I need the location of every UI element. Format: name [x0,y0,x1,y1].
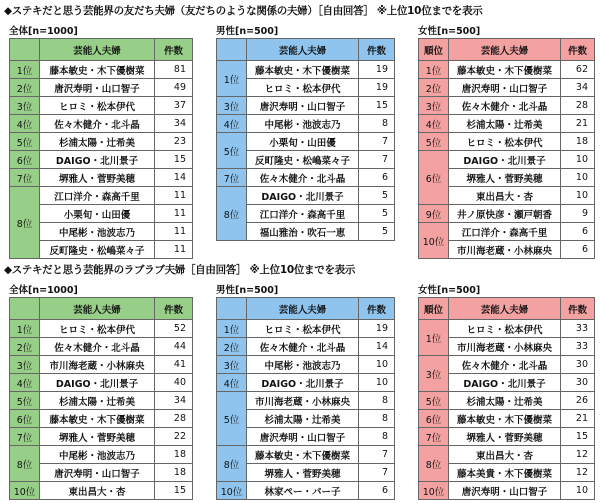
table-row [217,446,395,464]
table-row [217,133,395,151]
count-value: 28 [155,410,193,428]
count-value: 8 [359,410,395,428]
table-row [419,133,595,151]
count-value: 37 [155,97,193,115]
count-value: 62 [561,61,595,79]
section2-female-label: 女性[n=500] [418,285,481,296]
count-value: 7 [359,133,395,151]
couple-name: 藤本敏史・木下優樹菜 [247,61,359,79]
rank-cell: 5位 [217,133,247,169]
table-row [419,151,595,169]
couple-name: 藤本美貴・木下優樹菜 [449,464,561,482]
rank-cell: 10位 [419,482,449,500]
table-row [10,151,193,169]
rank-cell: 5位 [10,133,40,151]
rank-cell: 2位 [10,79,40,97]
couple-name: 中尾彬・池波志乃 [40,446,155,464]
count-value: 81 [155,61,193,79]
couple-name: 堺雅人・菅野美穂 [40,428,155,446]
couple-name: DAIGO・北川景子 [40,374,155,392]
couple-name: 佐々木健介・北斗晶 [40,338,155,356]
rank-cell: 2位 [10,338,40,356]
count-value: 10 [359,374,395,392]
count-value: 8 [359,115,395,133]
couple-name: 佐々木健介・北斗晶 [449,356,561,374]
couple-name: 藤本敏史・木下優樹菜 [40,61,155,79]
table-row [10,79,193,97]
section1-all-label: 全体[n=1000] [9,26,78,37]
table-row [10,187,193,205]
couple-name: 江口洋介・森高千里 [449,223,561,241]
couple-name: 堺雅人・菅野美穂 [40,169,155,187]
table-row [10,392,193,410]
section1-female-label: 女性[n=500] [418,26,481,37]
count-value: 6 [561,223,595,241]
table-row [10,320,193,338]
couple-name: 東出昌大・杏 [40,482,155,500]
table-row [419,446,595,464]
table-row [217,187,395,205]
rank-cell: 1位 [10,61,40,79]
rank-cell: 3位 [217,356,247,374]
rank-cell: 3位 [217,97,247,115]
table-row [10,428,193,446]
table-row [419,482,595,500]
couple-name: DAIGO・北川景子 [449,374,561,392]
couple-header: 芸能人夫婦 [247,39,359,61]
couple-name: 江口洋介・森高千里 [247,205,359,223]
couple-header: 芸能人夫婦 [449,298,561,320]
table-row [217,115,395,133]
count-value: 14 [155,169,193,187]
table-row [217,338,395,356]
couple-name: 佐々木健介・北斗晶 [449,97,561,115]
couple-name: 反町隆史・松嶋菜々子 [40,241,155,259]
count-value: 15 [155,151,193,169]
count-value: 18 [155,446,193,464]
couple-name: ヒロミ・松本伊代 [40,320,155,338]
count-value: 12 [561,446,595,464]
rank-cell: 8位 [10,446,40,482]
couple-name: 江口洋介・森高千里 [40,187,155,205]
count-value: 14 [359,338,395,356]
table-row [419,223,595,241]
couple-name: 小栗旬・山田優 [247,133,359,151]
rank-cell: 7位 [10,428,40,446]
rank-cell: 5位 [10,392,40,410]
section2-title: ◆ステキだと思う芸能界のラブラブ夫婦［自由回答］ ※上位10位までを表示 [4,264,356,276]
rank-cell: 2位 [217,338,247,356]
table-header-row [419,39,595,61]
table-header-row [217,298,395,320]
rank-cell: 4位 [10,115,40,133]
couple-name: 藤本敏史・木下優樹菜 [40,410,155,428]
count-value: 18 [561,133,595,151]
couple-name: 唐沢寿明・山口智子 [40,79,155,97]
couple-name: 反町隆史・松嶋菜々子 [247,151,359,169]
table-row [217,392,395,410]
count-value: 11 [155,241,193,259]
couple-header: 芸能人夫婦 [40,298,155,320]
couple-name: 唐沢寿明・山口智子 [449,482,561,500]
rank-cell: 6位 [10,151,40,169]
table-row [419,97,595,115]
count-value: 10 [561,482,595,500]
count-value: 9 [561,205,595,223]
count-value: 33 [561,338,595,356]
rank-cell: 3位 [10,356,40,374]
table-row [10,356,193,374]
count-value: 21 [561,410,595,428]
table-header-row [419,298,595,320]
count-value: 6 [359,169,395,187]
rank-cell: 4位 [217,115,247,133]
count-value: 7 [359,464,395,482]
rank-cell: 6位 [10,410,40,428]
rank-cell: 1位 [217,320,247,338]
rank-cell: 1位 [419,320,449,356]
table-row [217,374,395,392]
count-value: 11 [155,187,193,205]
table-row [419,410,595,428]
table-row [419,61,595,79]
couple-name: 市川海老蔵・小林麻央 [449,241,561,259]
couple-name: 東出昌大・杏 [449,187,561,205]
couple-name: 藤本敏史・木下優樹菜 [449,61,561,79]
couple-name: 堺雅人・菅野美穂 [449,428,561,446]
rank-cell: 10位 [419,223,449,259]
count-header: 件数 [359,298,395,320]
count-value: 11 [155,205,193,223]
table-row [419,392,595,410]
couple-name: ヒロミ・松本伊代 [247,320,359,338]
table-row [10,133,193,151]
table-row [217,169,395,187]
count-value: 41 [155,356,193,374]
rank-cell: 8位 [217,446,247,482]
couple-name: 藤本敏史・木下優樹菜 [449,410,561,428]
section1-female-table [418,38,595,259]
count-value: 5 [359,205,395,223]
rank-cell: 6位 [419,410,449,428]
count-value: 21 [561,115,595,133]
rank-header: 順位 [419,298,449,320]
couple-name: DAIGO・北川景子 [40,151,155,169]
couple-name: 唐沢寿明・山口智子 [449,79,561,97]
couple-name: 杉浦太陽・辻希美 [449,392,561,410]
rank-cell: 3位 [419,356,449,392]
couple-header: 芸能人夫婦 [449,39,561,61]
couple-name: DAIGO・北川景子 [247,187,359,205]
couple-name: 福山雅治・吹石一恵 [247,223,359,241]
count-header: 件数 [561,298,595,320]
count-value: 23 [155,133,193,151]
count-value: 8 [359,428,395,446]
table-row [10,338,193,356]
count-value: 11 [155,223,193,241]
table-row [10,446,193,464]
couple-name: ヒロミ・松本伊代 [247,79,359,97]
couple-name: 井ノ原快彦・瀬戸朝香 [449,205,561,223]
table-header-row [10,39,193,61]
rank-header [10,298,40,320]
table-row [10,115,193,133]
couple-name: 杉浦太陽・辻希美 [247,410,359,428]
section1-title: ◆ステキだと思う芸能界の友だち夫婦（友だちのような関係の夫婦）［自由回答］ ※上位10位までを表示 [4,5,483,17]
count-value: 10 [561,169,595,187]
count-value: 7 [359,446,395,464]
rank-cell: 8位 [217,187,247,241]
count-value: 34 [155,115,193,133]
couple-header: 芸能人夫婦 [40,39,155,61]
couple-name: 佐々木健介・北斗晶 [247,338,359,356]
couple-name: 東出昌大・杏 [449,446,561,464]
rank-cell: 1位 [419,61,449,79]
couple-header: 芸能人夫婦 [247,298,359,320]
couple-name: 市川海老蔵・小林麻央 [40,356,155,374]
rank-cell: 4位 [10,374,40,392]
count-header: 件数 [155,298,193,320]
count-value: 28 [561,97,595,115]
section2-male-table [216,297,395,500]
section2-all-table [9,297,193,500]
count-value: 40 [155,374,193,392]
rank-cell: 1位 [10,320,40,338]
rank-cell: 5位 [419,133,449,151]
rank-cell: 6位 [419,151,449,205]
table-row [10,97,193,115]
rank-cell: 7位 [10,169,40,187]
section2-female-table [418,297,595,500]
section2-male-label: 男性[n=500] [216,285,279,296]
count-value: 6 [561,241,595,259]
table-row [419,79,595,97]
couple-name: 杉浦太陽・辻希美 [40,133,155,151]
count-value: 34 [155,392,193,410]
table-row [217,61,395,79]
table-row [217,482,395,500]
couple-name: 中尾彬・池波志乃 [40,223,155,241]
table-row [419,428,595,446]
table-header-row [217,39,395,61]
count-value: 19 [359,61,395,79]
table-row [419,115,595,133]
rank-cell: 7位 [419,428,449,446]
count-value: 44 [155,338,193,356]
rank-cell: 10位 [217,482,247,500]
section1-male-table [216,38,395,241]
couple-name: ヒロミ・松本伊代 [449,133,561,151]
rank-cell: 2位 [419,79,449,97]
table-row [419,356,595,374]
count-value: 6 [359,482,395,500]
couple-name: ヒロミ・松本伊代 [40,97,155,115]
count-value: 10 [561,151,595,169]
rank-cell: 8位 [10,187,40,259]
count-value: 15 [561,428,595,446]
count-header: 件数 [155,39,193,61]
couple-name: 中尾彬・池波志乃 [247,356,359,374]
table-row [217,320,395,338]
count-header: 件数 [359,39,395,61]
count-value: 19 [359,320,395,338]
section1-all-table [9,38,193,259]
couple-name: 市川海老蔵・小林麻央 [247,392,359,410]
couple-name: 中尾彬・池波志乃 [247,115,359,133]
count-value: 5 [359,223,395,241]
rank-cell: 8位 [419,446,449,482]
count-value: 10 [561,187,595,205]
count-value: 30 [561,374,595,392]
rank-cell: 4位 [217,374,247,392]
table-row [10,374,193,392]
rank-cell: 9位 [419,205,449,223]
count-value: 5 [359,187,395,205]
count-value: 12 [561,464,595,482]
couple-name: 堺雅人・菅野美穂 [247,464,359,482]
couple-name: 林家ペー・パー子 [247,482,359,500]
couple-name: 市川海老蔵・小林麻央 [449,338,561,356]
rank-header: 順位 [419,39,449,61]
couple-name: 杉浦太陽・辻希美 [449,115,561,133]
rank-cell: 3位 [10,97,40,115]
rank-header [217,298,247,320]
count-value: 19 [359,79,395,97]
rank-cell: 10位 [10,482,40,500]
count-value: 34 [561,79,595,97]
rank-cell: 4位 [419,115,449,133]
couple-name: 杉浦太陽・辻希美 [40,392,155,410]
count-value: 15 [359,97,395,115]
couple-name: 唐沢寿明・山口智子 [40,464,155,482]
rank-header [217,39,247,61]
table-row [10,61,193,79]
couple-name: 堺雅人・菅野美穂 [449,169,561,187]
couple-name: DAIGO・北川景子 [247,374,359,392]
couple-name: 佐々木健介・北斗晶 [40,115,155,133]
table-row [10,410,193,428]
couple-name: 小栗旬・山田優 [40,205,155,223]
table-row [217,356,395,374]
table-header-row [10,298,193,320]
couple-name: DAIGO・北川景子 [449,151,561,169]
count-value: 22 [155,428,193,446]
count-header: 件数 [561,39,595,61]
couple-name: 藤本敏史・木下優樹菜 [247,446,359,464]
rank-header [10,39,40,61]
table-row [419,205,595,223]
rank-cell: 3位 [419,97,449,115]
count-value: 8 [359,392,395,410]
couple-name: 唐沢寿明・山口智子 [247,428,359,446]
count-value: 49 [155,79,193,97]
rank-cell: 5位 [217,392,247,446]
count-value: 15 [155,482,193,500]
table-row [419,320,595,338]
table-row [217,97,395,115]
table-row [10,169,193,187]
section2-all-label: 全体[n=1000] [9,285,78,296]
count-value: 33 [561,320,595,338]
count-value: 7 [359,151,395,169]
couple-name: 佐々木健介・北斗晶 [247,169,359,187]
table-row [10,482,193,500]
rank-cell: 7位 [217,169,247,187]
count-value: 10 [359,356,395,374]
couple-name: ヒロミ・松本伊代 [449,320,561,338]
count-value: 52 [155,320,193,338]
section1-male-label: 男性[n=500] [216,26,279,37]
count-value: 26 [561,392,595,410]
couple-name: 唐沢寿明・山口智子 [247,97,359,115]
count-value: 18 [155,464,193,482]
rank-cell: 5位 [419,392,449,410]
rank-cell: 1位 [217,61,247,97]
count-value: 30 [561,356,595,374]
